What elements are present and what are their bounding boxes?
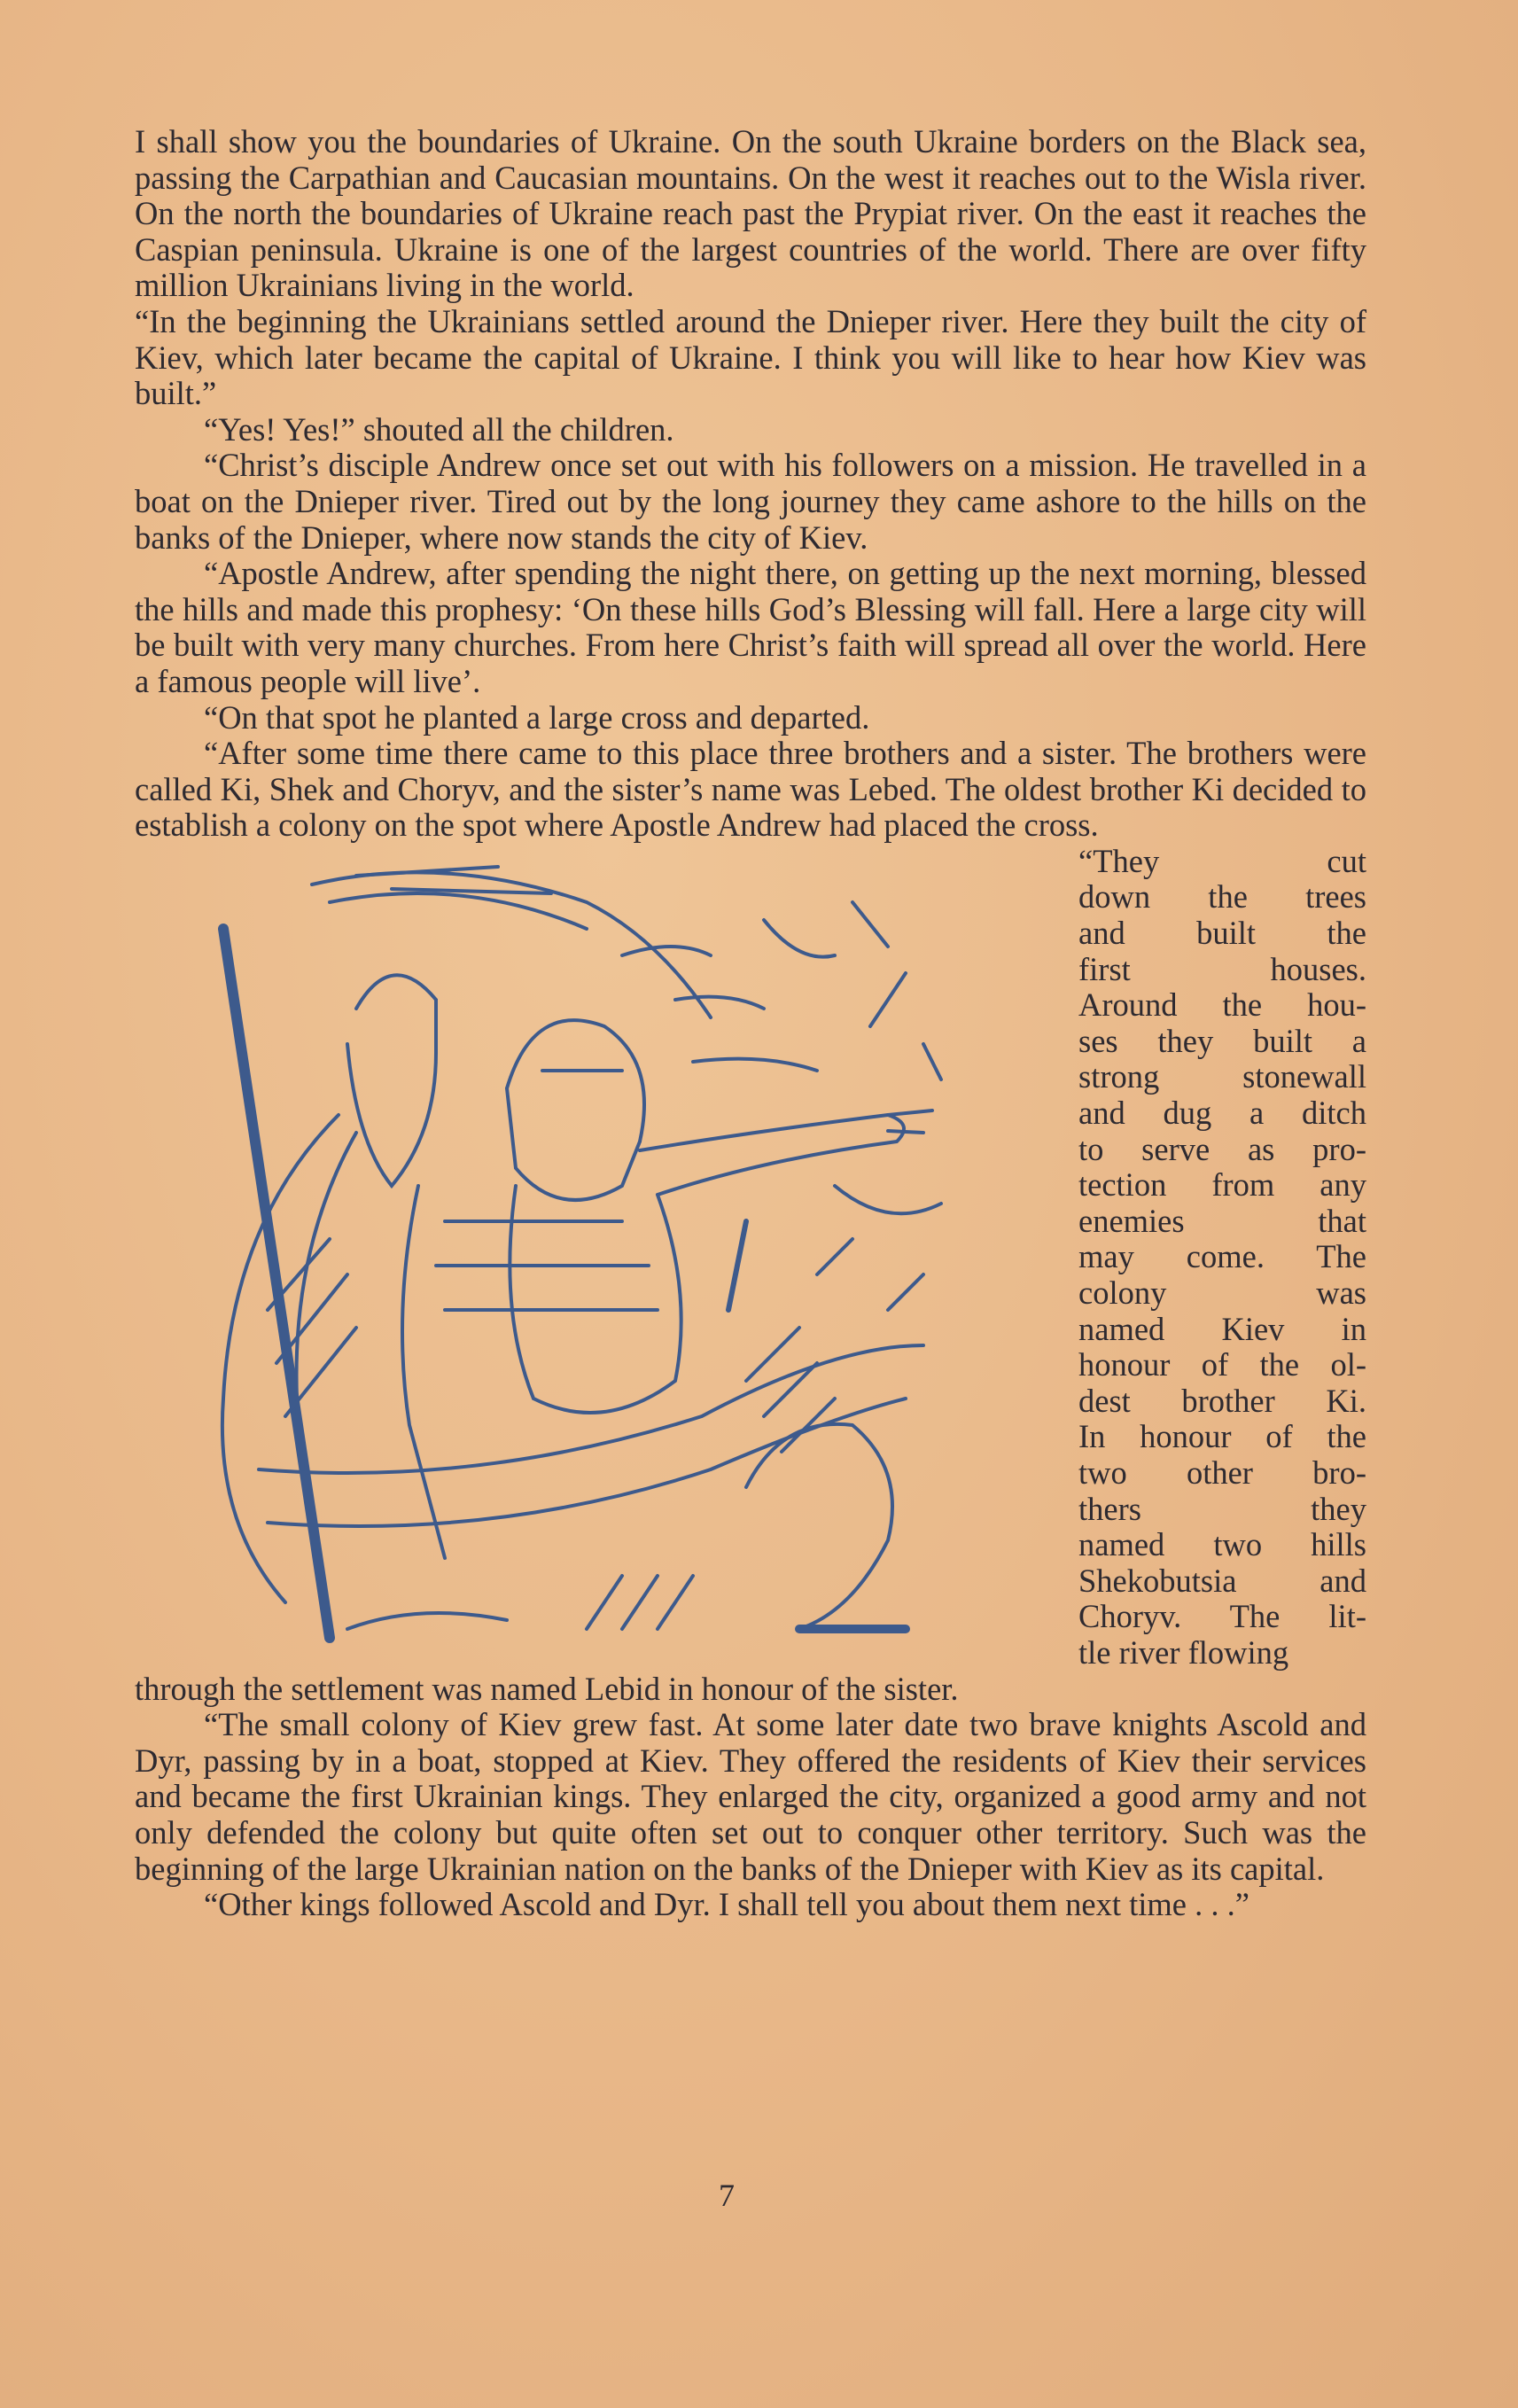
- side-line: colony was: [1078, 1274, 1366, 1311]
- side-line: In honour of the: [1078, 1418, 1366, 1455]
- illustration-warriors: [126, 849, 1056, 1664]
- side-line: honour of the ol-: [1078, 1346, 1366, 1383]
- side-line: Shekobutsia and: [1078, 1562, 1366, 1599]
- side-line: ses they built a: [1078, 1022, 1366, 1059]
- paragraph: “The small colony of Kiev grew fast. At some later date two brave knights Ascold and Dyr, passing by in a boat, stopped at Kiev. They offered the residents of Kiev their services and became the first Ukrainian kings. They enlarged the city, organized a good army and not only defended the colony but quite often set out to conquer other territory. Such was the beginning of the large Ukrainian nation on the banks of the Dnieper with Kiev as its capital.: [135, 1706, 1366, 1887]
- paragraph: “On that spot he planted a large cross and departed.: [204, 698, 870, 736]
- paragraph: I shall show you the boundaries of Ukraine. On the south Ukraine borders on the Black sea, passing the Carpathian and Caucasian mountains. On the west it reaches out to the Wisla river. On the north the boundaries of Ukraine reach past the Prypiat river. On the east it reaches the Caspian peninsula. Ukraine is one of the largest countries of the world. There are over fifty million Ukrainians living in the world.: [135, 123, 1366, 304]
- side-line: down the trees: [1078, 878, 1366, 916]
- side-line: named two hills: [1078, 1526, 1366, 1563]
- side-line: may come. The: [1078, 1238, 1366, 1275]
- side-line: “They cut: [1078, 842, 1366, 879]
- paragraph: “Yes! Yes!” shouted all the children.: [204, 410, 674, 448]
- side-line: thers they: [1078, 1490, 1366, 1527]
- page-body: [135, 124, 1366, 1923]
- paragraph: “Other kings followed Ascold and Dyr. I shall tell you about them next time . . .”: [204, 1886, 1249, 1923]
- side-line: dest brother Ki.: [1078, 1382, 1366, 1419]
- side-line: Choryv. The lit-: [1078, 1598, 1366, 1635]
- side-line: first houses.: [1078, 950, 1366, 987]
- side-line: and built the: [1078, 915, 1366, 952]
- side-line: two other bro-: [1078, 1453, 1366, 1491]
- paragraph: “After some time there came to this place three brothers and a sister. The brothers were called Ki, Shek and Choryv, and the sister’s name was Lebed. The oldest brother Ki decided to establish a colony on the spot where Apostle Andrew had placed the cross.: [135, 735, 1366, 844]
- side-line: strong stonewall: [1078, 1058, 1366, 1095]
- side-line: named Kiev in: [1078, 1310, 1366, 1347]
- side-line: to serve as pro-: [1078, 1130, 1366, 1167]
- paragraph: “Apostle Andrew, after spending the night there, on getting up the next morning, blessed the hills and made this prophesy: ‘On these hills God’s Blessing will fall. Here a large city will be built with very many churches. From here Christ’s faith will spread all over the world. Here a famous people will live’.: [135, 555, 1366, 699]
- illustration-drawing: [126, 849, 1056, 1664]
- side-line: Around the hou-: [1078, 986, 1366, 1024]
- side-line: tle river flowing: [1078, 1633, 1289, 1671]
- paragraph: through the settlement was named Lebid in honour of the sister.: [135, 1670, 959, 1707]
- side-line: and dug a ditch: [1078, 1095, 1366, 1132]
- side-line: tection from any: [1078, 1166, 1366, 1204]
- paragraph: “Christ’s disciple Andrew once set out with his followers on a mission. He travelled in a boat on the Dnieper river. Tired out by the long journey they came ashore to the hills on the banks of the Dnieper, where now stands the city of Kiev.: [135, 447, 1366, 556]
- side-line: enemies that: [1078, 1202, 1366, 1239]
- paragraph: “In the beginning the Ukrainians settled around the Dnieper river. Here they built the city of Kiev, which later became the capital of Ukraine. I think you will like to hear how Kiev was built.”: [135, 302, 1366, 412]
- page-number: 7: [719, 2178, 735, 2213]
